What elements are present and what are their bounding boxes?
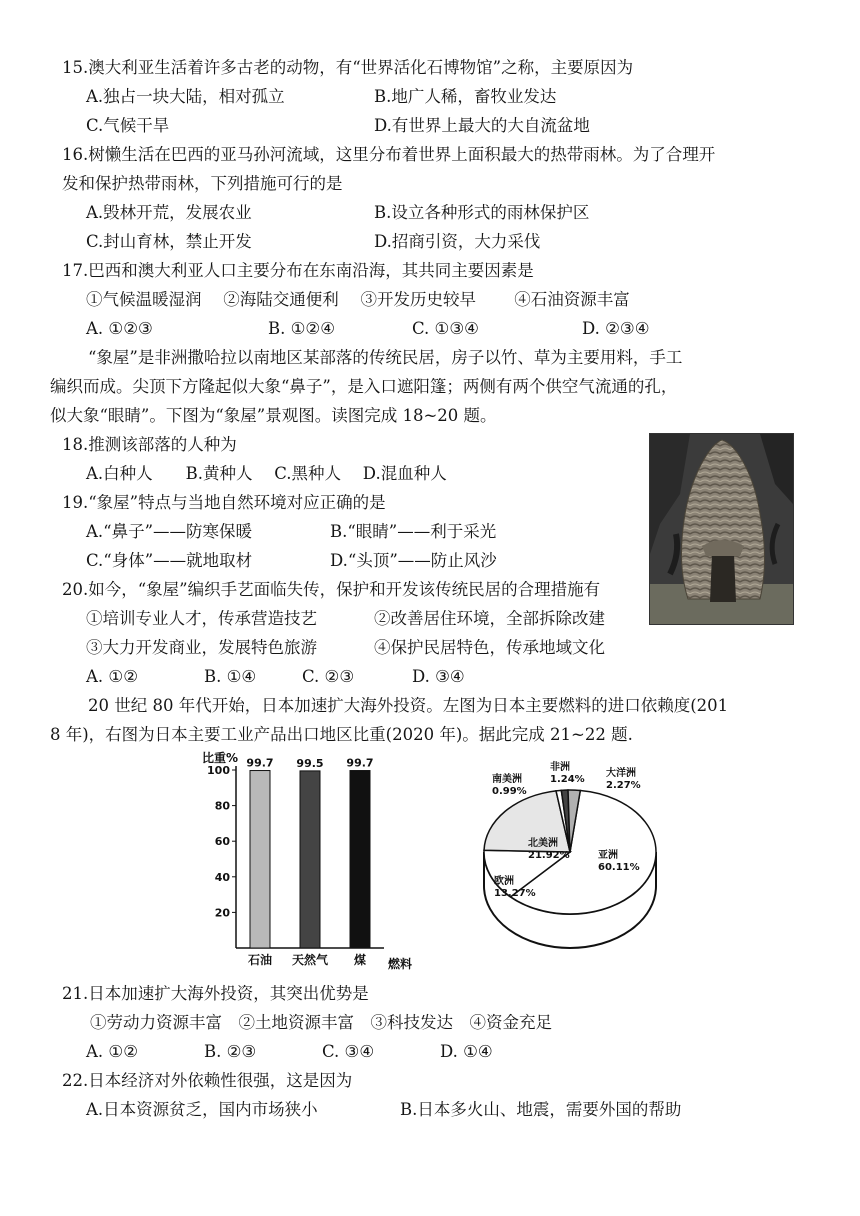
bar-煤 <box>350 771 370 948</box>
q19-option-b: B.“眼睛”——利于采光 <box>330 522 497 541</box>
q20-option-c: C. ②③ <box>302 667 355 686</box>
q19-option-d: D.“头顶”——防止风沙 <box>330 551 497 570</box>
q21-statements: ①劳动力资源丰富 ②土地资源丰富 ③科技发达 ④资金充足 <box>90 1013 552 1032</box>
bar-天然气 <box>300 771 320 948</box>
bar-category-label: 煤 <box>353 953 367 967</box>
bar-x-axis-label: 燃料 <box>388 957 413 971</box>
q18-stem: 18.推测该部落的人种为 <box>62 435 237 454</box>
q21-option-d: D. ①④ <box>440 1042 493 1061</box>
bar-y-tick-label: 40 <box>214 870 230 884</box>
q15-option-b: B.地广人稀，畜牧业发达 <box>374 87 557 106</box>
q15-option-d: D.有世界上最大的大自流盆地 <box>374 116 590 135</box>
pie-label-name: 欧洲 <box>494 876 514 887</box>
fuel-import-bar-chart <box>198 748 418 976</box>
bar-category-label: 石油 <box>247 953 273 967</box>
bar-y-tick-label: 20 <box>214 906 230 920</box>
q20-statement-3: ③大力开发商业，发展特色旅游 <box>86 638 317 657</box>
q20-option-b: B. ①④ <box>204 667 257 686</box>
passage-elephant-house-line2: 编织而成。尖顶下方隆起似大象“鼻子”，是入口遮阳篷；两侧有两个供空气流通的孔， <box>50 377 678 396</box>
bar-value-label: 99.7 <box>246 756 274 770</box>
q16-stem-line2: 发和保护热带雨林，下列措施可行的是 <box>62 174 343 193</box>
pie-label-value: 60.11% <box>598 862 640 873</box>
q15-option-c: C.气候干旱 <box>86 116 170 135</box>
q17-option-c: C. ①③④ <box>412 319 479 338</box>
q21-option-a: A. ①② <box>86 1042 138 1061</box>
q20-option-a: A. ①② <box>86 667 138 686</box>
pie-label-name: 大洋洲 <box>606 768 636 779</box>
q19-stem: 19.“象屋”特点与当地自然环境对应正确的是 <box>62 493 386 512</box>
pie-label-value: 0.99% <box>492 786 527 797</box>
q17-statements: ①气候温暖湿润 ②海陆交通便利 ③开发历史较早 ④石油资源丰富 <box>86 290 630 309</box>
q21-option-c: C. ③④ <box>322 1042 375 1061</box>
q20-statement-2: ②改善居住环境，全部拆除改建 <box>374 609 605 628</box>
passage-japan-line1: 20 世纪 80 年代开始，日本加速扩大海外投资。左图为日本主要燃料的进口依赖度(201 <box>88 696 729 715</box>
q16-option-d: D.招商引资，大力采伐 <box>374 232 541 251</box>
q17-option-b: B. ①②④ <box>268 319 335 338</box>
q16-option-b: B.设立各种形式的雨林保护区 <box>374 203 590 222</box>
q22-stem: 22.日本经济对外依赖性很强，这是因为 <box>62 1071 353 1090</box>
q20-statement-4: ④保护民居特色，传承地域文化 <box>374 638 605 657</box>
bar-value-label: 99.5 <box>296 756 324 770</box>
q20-option-d: D. ③④ <box>412 667 465 686</box>
q20-stem: 20.如今，“象屋”编织手艺面临失传，保护和开发该传统民居的合理措施有 <box>62 580 601 599</box>
q15-stem: 15.澳大利亚生活着许多古老的动物，有“世界活化石博物馆”之称，主要原因为 <box>62 58 634 77</box>
bar-value-label: 99.7 <box>346 756 374 770</box>
q17-stem: 17.巴西和澳大利亚人口主要分布在东南沿海，其共同主要因素是 <box>62 261 534 280</box>
q16-option-c: C.封山育林，禁止开发 <box>86 232 252 251</box>
elephant-house-photo <box>649 433 794 625</box>
bar-石油 <box>250 771 270 948</box>
pie-label-value: 13.27% <box>494 888 536 899</box>
pie-label-name: 非洲 <box>550 762 570 773</box>
bar-y-tick-label: 80 <box>214 799 230 813</box>
bar-y-axis-label: 比重% <box>202 751 239 765</box>
q17-option-a: A. ①②③ <box>86 319 153 338</box>
passage-elephant-house-line3: 似大象“眼睛”。下图为“象屋”景观图。读图完成 18~20 题。 <box>50 406 497 425</box>
pie-label-name: 亚洲 <box>598 850 618 861</box>
q19-option-a: A.“鼻子”——防寒保暖 <box>86 522 253 541</box>
pie-label-name: 南美洲 <box>492 774 522 785</box>
pie-label-name: 北美洲 <box>528 838 558 849</box>
q16-stem-line1: 16.树懒生活在巴西的亚马孙河流域，这里分布着世界上面积最大的热带雨林。为了合理开 <box>62 145 716 164</box>
q22-option-a: A.日本资源贫乏，国内市场狭小 <box>86 1100 318 1119</box>
pie-label-value: 1.24% <box>550 774 585 785</box>
q19-option-c: C.“身体”——就地取材 <box>86 551 253 570</box>
q21-option-b: B. ②③ <box>204 1042 257 1061</box>
passage-japan-line2: 8 年)，右图为日本主要工业产品出口地区比重(2020 年)。据此完成 21~22 题. <box>50 725 633 744</box>
q17-option-d: D. ②③④ <box>582 319 650 338</box>
q16-option-a: A.毁林开荒，发展农业 <box>86 203 252 222</box>
passage-elephant-house-line1: “象屋”是非洲撒哈拉以南地区某部落的传统民居，房子以竹、草为主要用料，手工 <box>88 348 683 367</box>
bar-y-tick-label: 100 <box>207 764 230 777</box>
export-share-pie-chart <box>470 760 670 960</box>
pie-label-value: 21.92% <box>528 850 570 861</box>
q15-option-a: A.独占一块大陆，相对孤立 <box>86 87 285 106</box>
q22-option-b: B.日本多火山、地震，需要外国的帮助 <box>400 1100 682 1119</box>
pie-label-value: 2.27% <box>606 780 641 791</box>
bar-category-label: 天然气 <box>291 953 329 967</box>
q20-statement-1: ①培训专业人才，传承营造技艺 <box>86 609 317 628</box>
q21-stem: 21.日本加速扩大海外投资，其突出优势是 <box>62 984 369 1003</box>
q18-options: A.白种人 B.黄种人 C.黑种人 D.混血种人 <box>86 464 447 483</box>
bar-y-tick-label: 60 <box>214 835 230 849</box>
